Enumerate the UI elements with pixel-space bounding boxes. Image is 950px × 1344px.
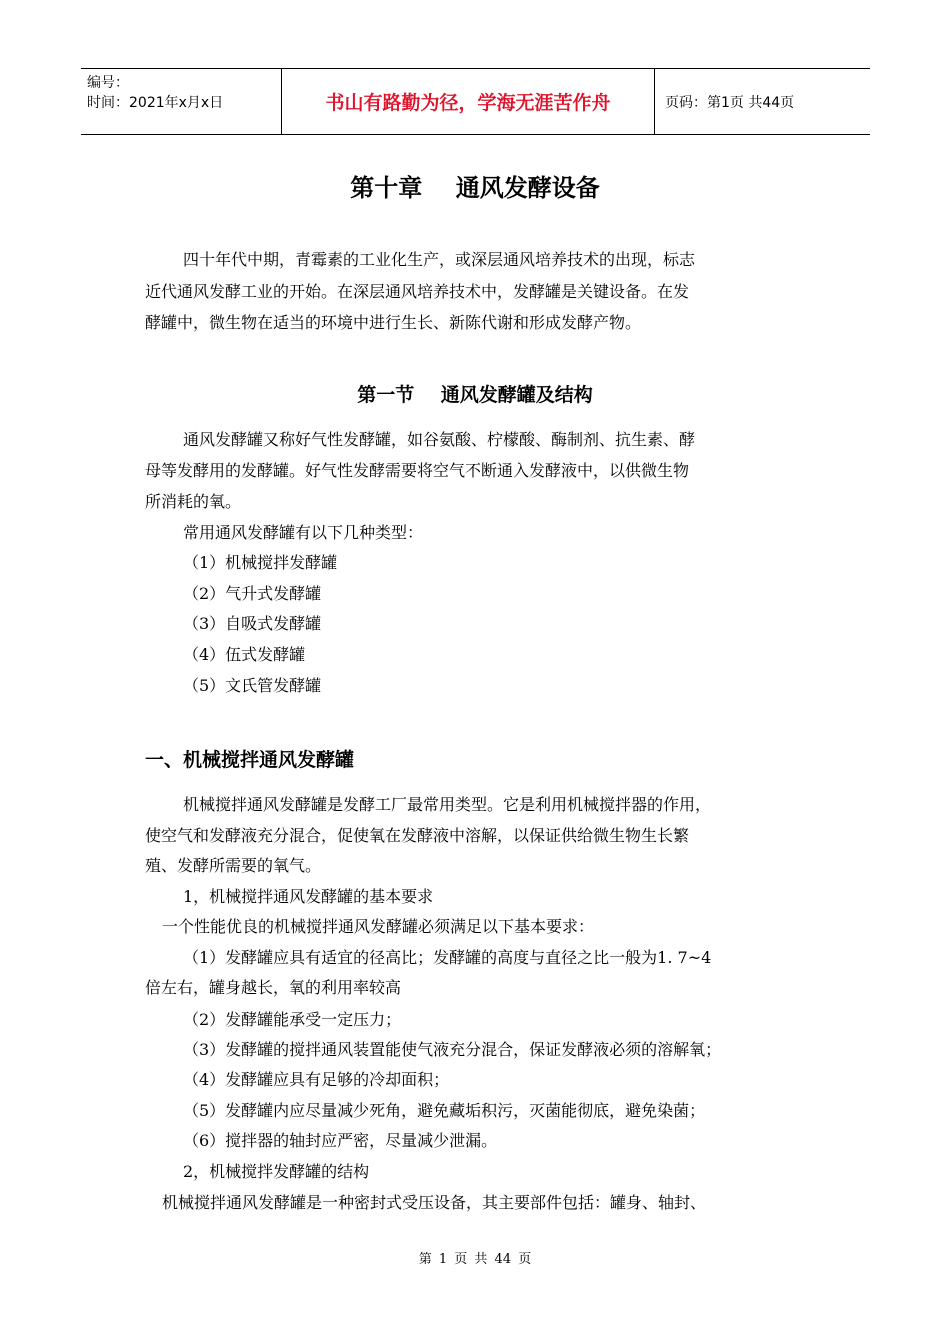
subheading-structure: 2，机械搅拌发酵罐的结构 <box>183 1162 370 1181</box>
requirement-item: （5）发酵罐内应尽量减少死角，避免藏垢积污，灭菌能彻底，避免染菌； <box>183 1101 706 1120</box>
requirement-item: （1）发酵罐应具有适宜的径高比；发酵罐的高度与直径之比一般为1. 7~4 <box>183 948 712 967</box>
page-header <box>81 68 870 135</box>
section-title: 第一节 通风发酵罐及结构 <box>357 384 593 406</box>
time-label: 时间：2021年x月x日 <box>87 95 224 111</box>
type-item: （1）机械搅拌发酵罐 <box>183 553 338 572</box>
intro-line: 四十年代中期，青霉素的工业化生产，或深层通风培养技术的出现，标志 <box>183 250 696 269</box>
requirements-intro: 一个性能优良的机械搅拌通风发酵罐必须满足以下基本要求： <box>162 917 595 936</box>
number-label: 编号： <box>87 75 129 91</box>
requirement-item-cont: 倍左右，罐身越长，氧的利用率较高 <box>145 978 402 997</box>
mech-para-line: 机械搅拌通风发酵罐是发酵工厂最常用类型。它是利用机械搅拌器的作用， <box>183 795 712 814</box>
types-intro: 常用通风发酵罐有以下几种类型： <box>183 523 424 542</box>
type-item: （2）气升式发酵罐 <box>183 584 322 603</box>
requirement-item: （2）发酵罐能承受一定压力； <box>183 1010 402 1029</box>
requirement-item: （6）搅拌器的轴封应严密，尽量减少泄漏。 <box>183 1131 498 1150</box>
intro-line: 近代通风发酵工业的开始。在深层通风培养技术中，发酵罐是关键设备。在发 <box>145 282 690 301</box>
header-meta <box>81 69 281 134</box>
requirement-item: （4）发酵罐应具有足够的冷却面积； <box>183 1070 450 1089</box>
header-motto: 书山有路勤为径，学海无涯苦作舟 <box>281 69 655 134</box>
section-para-line: 通风发酵罐又称好气性发酵罐，如谷氨酸、柠檬酸、酶制剂、抗生素、酵 <box>183 430 696 449</box>
structure-line: 机械搅拌通风发酵罐是一种密封式受压设备，其主要部件包括：罐身、轴封、 <box>162 1193 707 1212</box>
heading-mechanical: 一、机械搅拌通风发酵罐 <box>145 749 355 771</box>
requirement-item: （3）发酵罐的搅拌通风装置能使气液充分混合，保证发酵液必须的溶解氧； <box>183 1040 722 1059</box>
mech-para-line: 使空气和发酵液充分混合，促使氧在发酵液中溶解，以保证供给微生物生长繁 <box>145 826 690 845</box>
type-item: （5）文氏管发酵罐 <box>183 676 322 695</box>
type-item: （3）自吸式发酵罐 <box>183 614 322 633</box>
page-footer: 第 1 页 共 44 页 <box>418 1252 532 1267</box>
subheading-requirements: 1，机械搅拌通风发酵罐的基本要求 <box>183 887 434 906</box>
section-para-line: 所消耗的氧。 <box>145 492 242 511</box>
mech-para-line: 殖、发酵所需要的氧气。 <box>145 856 322 875</box>
header-page-info: 页码：第1页 共44页 <box>665 94 795 111</box>
chapter-title: 第十章 通风发酵设备 <box>350 174 600 202</box>
type-item: （4）伍式发酵罐 <box>183 645 306 664</box>
section-para-line: 母等发酵用的发酵罐。好气性发酵需要将空气不断通入发酵液中，以供微生物 <box>145 461 690 480</box>
intro-line: 酵罐中，微生物在适当的环境中进行生长、新陈代谢和形成发酵产物。 <box>145 313 642 332</box>
